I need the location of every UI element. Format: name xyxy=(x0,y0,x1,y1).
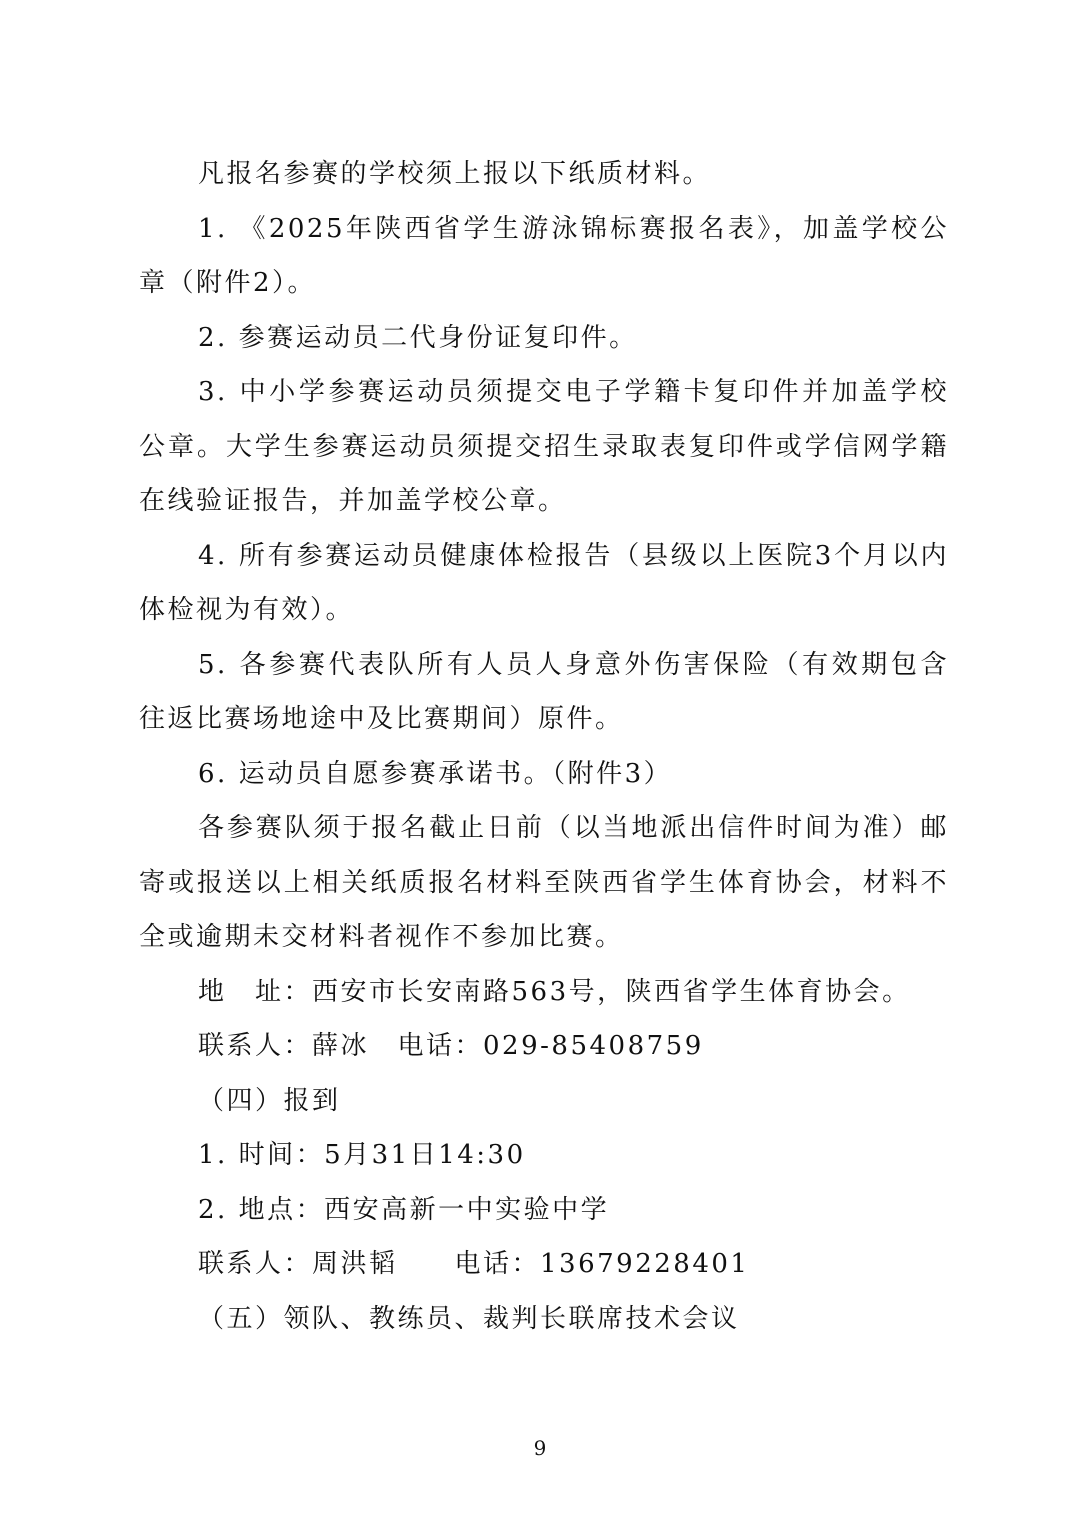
material-item-2: 2. 参赛运动员二代身份证复印件。 xyxy=(198,322,638,353)
report-time-line: 1. 时间：5月31日14:30 xyxy=(198,1140,526,1170)
material-item-6: 6. 运动员自愿参赛承诺书。（附件3） xyxy=(198,758,673,789)
material-item-1: 1. 《2025年陕西省学生游泳锦标赛报名表》，加盖学校公章（附件2）。 xyxy=(139,213,949,298)
contact-line-2: 联系人：周洪韬 电话：13679228401 xyxy=(198,1249,750,1279)
submission-deadline-paragraph: 各参赛队须于报名截止日前（以当地派出信件时间为准）邮寄或报送以上相关纸质报名材料至陕西省学生体育协会，材料不全或逾期未交材料者视作不参加比赛。 xyxy=(139,813,949,952)
page-number: 9 xyxy=(533,1436,547,1460)
address-line: 地 址：西安市长安南路563号，陕西省学生体育协会。 xyxy=(198,976,911,1007)
contact-line-1: 联系人：薛冰 电话：029-85408759 xyxy=(198,1031,704,1061)
document-body xyxy=(139,147,949,1346)
material-item-4: 4. 所有参赛运动员健康体检报告（县级以上医院3个月以内体检视为有效）。 xyxy=(139,540,949,625)
report-place-line: 2. 地点：西安高新一中实验中学 xyxy=(198,1194,610,1225)
material-item-5: 5. 各参赛代表队所有人员人身意外伤害保险（有效期包含往返比赛场地途中及比赛期间）原件。 xyxy=(139,649,949,734)
section-heading-4: （四）报到 xyxy=(198,1085,341,1116)
intro-paragraph: 凡报名参赛的学校须上报以下纸质材料。 xyxy=(198,159,712,189)
material-item-3: 3. 中小学参赛运动员须提交电子学籍卡复印件并加盖学校公章。大学生参赛运动员须提交招生录取表复印件或学信网学籍在线验证报告，并加盖学校公章。 xyxy=(139,377,949,516)
section-heading-5: （五）领队、教练员、裁判长联席技术会议 xyxy=(198,1303,740,1334)
